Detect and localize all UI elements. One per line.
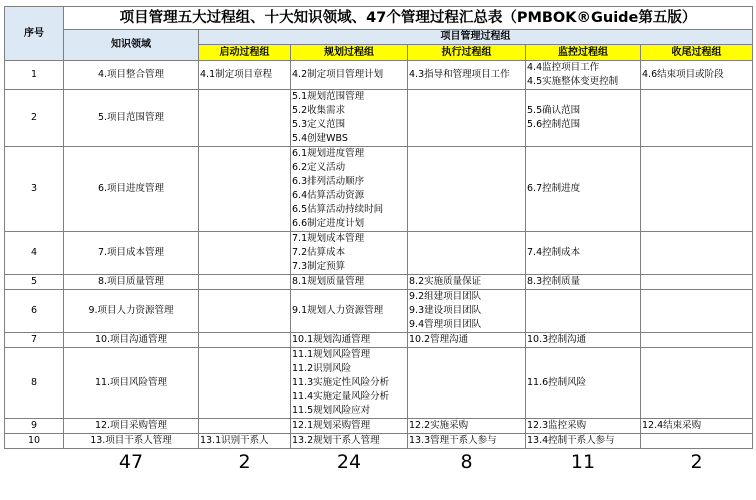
cell-monitoring (526, 290, 641, 333)
table-row (5, 348, 753, 419)
process-item: 7.4控制成本 (527, 247, 581, 258)
cell-executing (408, 290, 526, 333)
totals-row (5, 449, 753, 476)
process-item: 11.3实施定性风险分析 (292, 377, 390, 388)
process-item: 13.2规划干系人管理 (292, 435, 380, 446)
cell-initiating (199, 90, 291, 147)
process-item: 10.3控制沟通 (527, 334, 587, 345)
process-item: 13.3管理干系人参与 (409, 435, 497, 446)
process-item: 12.3监控采购 (527, 420, 587, 431)
cell-closing (641, 434, 753, 449)
process-summary-sheet (4, 6, 752, 475)
row-knowledge-area: 9.项目人力资源管理 (64, 290, 199, 333)
process-item: 9.2组建项目团队 (409, 291, 482, 302)
row-knowledge-area: 8.项目质量管理 (64, 275, 199, 290)
total-seq (5, 449, 64, 476)
row-seq: 4 (5, 232, 64, 275)
cell-planning (291, 232, 408, 275)
process-item: 12.1规划采购管理 (292, 420, 371, 431)
cell-executing (408, 348, 526, 419)
table-row (5, 61, 753, 90)
cell-monitoring (526, 348, 641, 419)
process-item: 4.3指导和管理项目工作 (409, 69, 510, 80)
total-processes: 47 (118, 451, 144, 473)
cell-initiating (199, 419, 291, 434)
process-item: 6.3排列活动顺序 (292, 176, 365, 187)
total-executing: 8 (460, 451, 473, 473)
process-item: 13.1识别干系人 (200, 435, 269, 446)
cell-monitoring (526, 61, 641, 90)
cell-executing (408, 232, 526, 275)
total-monitoring: 11 (570, 451, 596, 473)
process-item: 6.2定义活动 (292, 162, 346, 173)
cell-closing (641, 275, 753, 290)
cell-closing (641, 348, 753, 419)
process-item: 7.1规划成本管理 (292, 233, 365, 244)
row-knowledge-area: 4.项目整合管理 (64, 61, 199, 90)
cell-monitoring (526, 147, 641, 232)
process-item: 8.2实施质量保证 (409, 276, 482, 287)
cell-executing (408, 90, 526, 147)
cell-planning (291, 275, 408, 290)
process-item: 4.5实施整体变更控制 (527, 76, 619, 87)
cell-initiating (199, 434, 291, 449)
row-knowledge-area: 10.项目沟通管理 (64, 333, 199, 348)
cell-initiating (199, 333, 291, 348)
cell-initiating (199, 348, 291, 419)
cell-initiating (199, 147, 291, 232)
process-item: 4.6结束项目或阶段 (642, 69, 724, 80)
process-item: 11.1规划风险管理 (292, 349, 371, 360)
process-item: 7.3制定预算 (292, 261, 346, 272)
cell-monitoring (526, 419, 641, 434)
cell-planning (291, 290, 408, 333)
process-item: 5.3定义范围 (292, 119, 346, 130)
cell-planning (291, 90, 408, 147)
process-item: 8.1规划质量管理 (292, 276, 365, 287)
row-seq: 5 (5, 275, 64, 290)
row-knowledge-area: 11.项目风险管理 (64, 348, 199, 419)
row-knowledge-area: 7.项目成本管理 (64, 232, 199, 275)
header-executing: 执行过程组 (408, 45, 526, 61)
process-table (4, 6, 753, 475)
row-seq: 1 (5, 61, 64, 90)
cell-initiating (199, 290, 291, 333)
row-knowledge-area: 12.项目采购管理 (64, 419, 199, 434)
process-item: 5.1规划范围管理 (292, 91, 365, 102)
process-item: 10.1规划沟通管理 (292, 334, 371, 345)
process-item: 11.5规划风险应对 (292, 405, 371, 416)
row-seq: 7 (5, 333, 64, 348)
process-item: 5.2收集需求 (292, 105, 346, 116)
row-seq: 10 (5, 434, 64, 449)
table-row (5, 90, 753, 147)
total-planning: 24 (336, 451, 362, 473)
process-item: 4.4监控项目工作 (527, 62, 600, 73)
cell-closing (641, 61, 753, 90)
cell-monitoring (526, 333, 641, 348)
cell-closing (641, 90, 753, 147)
cell-closing (641, 147, 753, 232)
cell-closing (641, 290, 753, 333)
process-item: 12.4结束采购 (642, 420, 702, 431)
table-row (5, 419, 753, 434)
header-initiating: 启动过程组 (199, 45, 291, 61)
cell-planning (291, 348, 408, 419)
total-initiating: 2 (238, 451, 251, 473)
process-item: 6.7控制进度 (527, 183, 581, 194)
header-seq: 序号 (5, 7, 64, 61)
total-closing: 2 (690, 451, 703, 473)
process-item: 6.6制定进度计划 (292, 218, 365, 229)
cell-planning (291, 61, 408, 90)
process-item: 10.2管理沟通 (409, 334, 469, 345)
process-item: 6.4估算活动资源 (292, 190, 365, 201)
process-item: 7.2估算成本 (292, 247, 346, 258)
process-item: 4.2制定项目管理计划 (292, 69, 384, 80)
cell-planning (291, 333, 408, 348)
table-row (5, 290, 753, 333)
table-body (5, 61, 753, 449)
header-planning: 规划过程组 (291, 45, 408, 61)
row-knowledge-area: 13.项目干系人管理 (64, 434, 199, 449)
cell-initiating (199, 61, 291, 90)
cell-executing (408, 333, 526, 348)
table-row (5, 333, 753, 348)
process-item: 13.4控制干系人参与 (527, 435, 615, 446)
process-item: 8.3控制质量 (527, 276, 581, 287)
process-item: 12.2实施采购 (409, 420, 469, 431)
table-row (5, 434, 753, 449)
process-item: 6.1规划进度管理 (292, 148, 365, 159)
process-item: 5.5确认范围 (527, 105, 581, 116)
process-item: 6.5估算活动持续时间 (292, 204, 384, 215)
cell-monitoring (526, 275, 641, 290)
row-seq: 8 (5, 348, 64, 419)
row-seq: 9 (5, 419, 64, 434)
cell-closing (641, 333, 753, 348)
table-row (5, 275, 753, 290)
process-item: 9.1规划人力资源管理 (292, 305, 384, 316)
cell-monitoring (526, 232, 641, 275)
cell-planning (291, 147, 408, 232)
cell-monitoring (526, 434, 641, 449)
header-process-groups: 项目管理过程组 (199, 30, 753, 45)
process-item: 9.3建设项目团队 (409, 305, 482, 316)
header-closing: 收尾过程组 (641, 45, 753, 61)
process-item: 4.1制定项目章程 (200, 69, 273, 80)
cell-executing (408, 419, 526, 434)
cell-closing (641, 419, 753, 434)
cell-monitoring (526, 90, 641, 147)
cell-planning (291, 419, 408, 434)
cell-executing (408, 434, 526, 449)
cell-executing (408, 61, 526, 90)
cell-initiating (199, 232, 291, 275)
row-seq: 3 (5, 147, 64, 232)
table-row (5, 147, 753, 232)
row-knowledge-area: 6.项目进度管理 (64, 147, 199, 232)
cell-executing (408, 147, 526, 232)
process-item: 11.2识别风险 (292, 363, 352, 374)
cell-planning (291, 434, 408, 449)
process-item: 5.4创建WBS (292, 133, 348, 144)
cell-initiating (199, 275, 291, 290)
header-knowledge-area: 知识领域 (64, 30, 199, 61)
row-seq: 6 (5, 290, 64, 333)
row-knowledge-area: 5.项目范围管理 (64, 90, 199, 147)
table-row (5, 232, 753, 275)
process-item: 5.6控制范围 (527, 119, 581, 130)
cell-closing (641, 232, 753, 275)
process-item: 9.4管理项目团队 (409, 319, 482, 330)
header-monitoring: 监控过程组 (526, 45, 641, 61)
process-item: 11.4实施定量风险分析 (292, 391, 390, 402)
process-item: 11.6控制风险 (527, 377, 587, 388)
table-title: 项目管理五大过程组、十大知识领域、47个管理过程汇总表（PMBOK®Guide第五版） (64, 7, 753, 30)
row-seq: 2 (5, 90, 64, 147)
cell-executing (408, 275, 526, 290)
